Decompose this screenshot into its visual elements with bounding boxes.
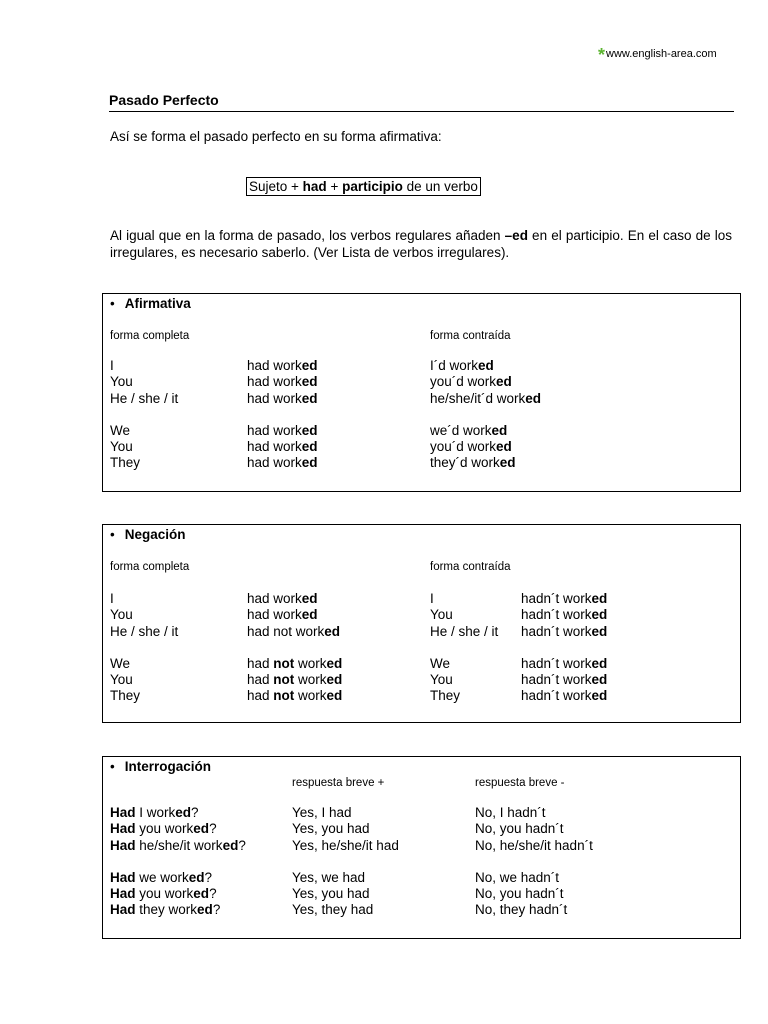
question: Had we worked? [110, 869, 213, 885]
subject: We [110, 655, 131, 671]
verb-form: had not worked [247, 688, 343, 704]
answer: No, he/she/it hadn´t [475, 837, 593, 853]
label-forma-contraida: forma contraída [430, 561, 511, 573]
interrogacion-positive [292, 805, 399, 919]
verb-form: hadn´t worked [521, 607, 608, 623]
answer: Yes, I had [292, 805, 352, 820]
subject: He / she / it [110, 623, 179, 639]
verb-form: had not worked [247, 623, 341, 639]
negacion-subjects [110, 591, 178, 705]
subject: You [430, 672, 453, 688]
label-forma-completa: forma completa [110, 330, 190, 342]
verb-form: they´d worked [430, 455, 516, 471]
verb-form: he/she/it´d worked [430, 390, 542, 406]
question: Had you worked? [110, 821, 217, 837]
formula-box [246, 177, 481, 196]
verb-form: hadn´t worked [521, 655, 608, 671]
verb-form: I´d worked [430, 358, 494, 373]
answer: No, I hadn´t [475, 805, 546, 820]
formula-participio: participio [342, 179, 403, 194]
negacion-short [521, 591, 607, 705]
verb-form: had worked [247, 358, 318, 373]
answer: Yes, we had [292, 869, 366, 885]
subject: They [110, 688, 141, 704]
subject: He / she / it [110, 390, 179, 406]
answer: Yes, you had [292, 821, 370, 837]
site-url[interactable] [598, 45, 717, 66]
afirmativa-short [430, 358, 541, 472]
verb-form: had worked [247, 591, 318, 606]
site-url-text: www.english-area.com [606, 48, 717, 60]
page-title: Pasado Perfecto [109, 92, 219, 108]
afirmativa-title-text: Afirmativa [124, 296, 191, 311]
afirmativa-full [247, 358, 318, 472]
verb-form: had worked [247, 422, 318, 438]
para-part: en el participio. En el caso de los irregulares, es necesario saberlo. (Ver Lista de verbos irregulares). [110, 228, 732, 260]
title-rule [109, 111, 734, 112]
formula-part: de un verbo [402, 179, 478, 194]
verb-form: you´d worked [430, 439, 512, 455]
interrogacion-box [102, 756, 741, 939]
verb-form: hadn´t worked [521, 672, 608, 688]
verb-form: hadn´t worked [521, 623, 608, 639]
verb-form: had worked [247, 390, 318, 406]
bullet-icon: • [110, 527, 115, 542]
star-icon: * [598, 45, 606, 65]
verb-form: you´d worked [430, 374, 512, 390]
label-respuesta-negativa: respuesta breve - [475, 777, 565, 789]
answer: No, you hadn´t [475, 886, 564, 902]
subject: He / she / it [430, 623, 499, 639]
subject: We [430, 655, 451, 671]
question: Had they worked? [110, 902, 221, 918]
subject: We [110, 422, 131, 438]
subject: They [430, 688, 461, 704]
para-part: Al igual que en la forma de pasado, los verbos regulares añaden [110, 228, 505, 243]
verb-form: had worked [247, 374, 318, 390]
question: Had you worked? [110, 886, 217, 902]
label-forma-contraida: forma contraída [430, 330, 511, 342]
label-forma-completa: forma completa [110, 561, 190, 573]
formula-had: had [302, 179, 327, 194]
question: Had I worked? [110, 805, 199, 820]
answer: No, they hadn´t [475, 902, 568, 918]
interrogacion-title-text: Interrogación [124, 759, 211, 774]
explanation-paragraph [110, 228, 732, 261]
subject: They [110, 455, 141, 471]
verb-form: had worked [247, 607, 318, 623]
afirmativa-title [110, 296, 191, 311]
interrogacion-questions [110, 805, 246, 919]
answer: Yes, they had [292, 902, 374, 918]
answer: No, you hadn´t [475, 821, 564, 837]
verb-form: had worked [247, 439, 318, 455]
bullet-icon: • [110, 759, 115, 774]
subject: You [110, 439, 133, 455]
formula-part: + [326, 179, 343, 194]
verb-form: had not worked [247, 655, 343, 671]
afirmativa-box [102, 293, 741, 492]
interrogacion-title [110, 759, 211, 774]
question: Had he/she/it worked? [110, 837, 246, 853]
intro-text: Así se forma el pasado perfecto en su forma afirmativa: [110, 129, 442, 144]
subject: You [110, 374, 133, 390]
para-ed: –ed [504, 228, 528, 243]
answer: No, we hadn´t [475, 869, 560, 885]
subject: I [430, 591, 434, 606]
bullet-icon: • [110, 296, 115, 311]
answer: Yes, you had [292, 886, 370, 902]
label-respuesta-positiva: respuesta breve + [292, 777, 385, 789]
negacion-title-text: Negación [124, 527, 186, 542]
negacion-box [102, 524, 741, 723]
verb-form: we´d worked [430, 422, 508, 438]
afirmativa-subjects [110, 358, 178, 472]
verb-form: had worked [247, 455, 318, 471]
subject: You [430, 607, 453, 623]
verb-form: hadn´t worked [521, 688, 608, 704]
formula-part: Sujeto + [249, 179, 303, 194]
subject: I [110, 358, 114, 373]
subject: You [110, 607, 133, 623]
negacion-title [110, 527, 186, 542]
verb-form: hadn´t worked [521, 591, 608, 606]
subject: You [110, 672, 133, 688]
answer: Yes, he/she/it had [292, 837, 399, 853]
negacion-full [247, 591, 342, 705]
verb-form: had not worked [247, 672, 343, 688]
interrogacion-negative [475, 805, 593, 919]
negacion-short-subjects [430, 591, 498, 705]
subject: I [110, 591, 114, 606]
